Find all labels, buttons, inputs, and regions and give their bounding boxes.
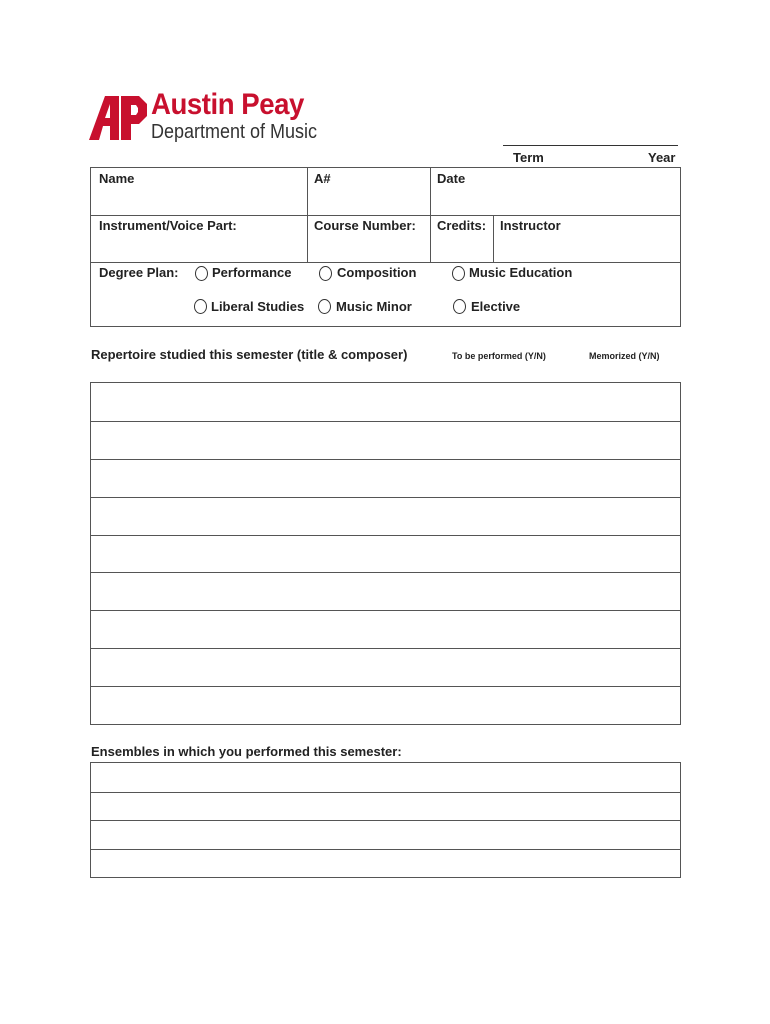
date-field[interactable] xyxy=(431,188,679,214)
instructor-field[interactable] xyxy=(494,236,679,261)
radio-liberal-studies[interactable] xyxy=(194,299,207,314)
radio-performance[interactable] xyxy=(195,266,208,281)
ensemble-row[interactable] xyxy=(91,792,680,821)
ensemble-row[interactable] xyxy=(91,820,680,849)
info-divider xyxy=(91,215,680,216)
radio-music-minor[interactable] xyxy=(318,299,331,314)
repertoire-row[interactable] xyxy=(91,686,680,724)
repertoire-row[interactable] xyxy=(91,572,680,610)
radio-elective[interactable] xyxy=(453,299,466,314)
ensemble-row[interactable] xyxy=(91,763,680,792)
repertoire-row[interactable] xyxy=(91,383,680,421)
term-label: Term xyxy=(513,150,544,165)
a-number-field[interactable] xyxy=(308,188,429,214)
to-be-performed-header: To be performed (Y/N) xyxy=(452,351,546,361)
radio-music-education[interactable] xyxy=(452,266,465,281)
course-number-field[interactable] xyxy=(308,236,429,261)
option-liberal-studies-label: Liberal Studies xyxy=(211,299,305,314)
logo-name: Austin Peay xyxy=(151,88,304,121)
austin-peay-logo-mark xyxy=(89,94,147,142)
name-field[interactable] xyxy=(92,188,306,214)
repertoire-row[interactable] xyxy=(91,610,680,648)
repertoire-row[interactable] xyxy=(91,497,680,535)
a-number-field-label: A# xyxy=(314,171,331,186)
repertoire-row[interactable] xyxy=(91,421,680,459)
credits-field-label: Credits: xyxy=(437,218,487,233)
degree-plan-label: Degree Plan: xyxy=(99,265,179,280)
option-composition-label: Composition xyxy=(337,265,417,280)
info-divider xyxy=(91,262,680,263)
instructor-field-label: Instructor xyxy=(500,218,561,233)
repertoire-table xyxy=(90,382,681,725)
repertoire-row[interactable] xyxy=(91,459,680,497)
date-field-label: Date xyxy=(437,171,466,186)
year-label: Year xyxy=(648,150,676,165)
repertoire-row[interactable] xyxy=(91,535,680,573)
repertoire-row[interactable] xyxy=(91,648,680,686)
repertoire-heading: Repertoire studied this semester (title & composer) xyxy=(91,347,408,362)
instrument-field-label: Instrument/Voice Part: xyxy=(99,218,237,233)
memorized-header: Memorized (Y/N) xyxy=(589,351,660,361)
radio-composition[interactable] xyxy=(319,266,332,281)
logo-department: Department of Music xyxy=(151,121,318,143)
student-info-box xyxy=(90,167,681,327)
instrument-field[interactable] xyxy=(92,236,306,261)
ensembles-heading: Ensembles in which you performed this semester: xyxy=(91,744,402,759)
name-field-label: Name xyxy=(99,171,135,186)
term-year-line[interactable] xyxy=(503,145,678,146)
option-elective-label: Elective xyxy=(471,299,521,314)
ensemble-row[interactable] xyxy=(91,849,680,878)
option-music-education-label: Music Education xyxy=(469,265,573,280)
option-music-minor-label: Music Minor xyxy=(336,299,412,314)
option-performance-label: Performance xyxy=(212,265,292,280)
ensembles-table xyxy=(90,762,681,878)
credits-field[interactable] xyxy=(431,236,492,261)
course-number-field-label: Course Number: xyxy=(314,218,416,233)
